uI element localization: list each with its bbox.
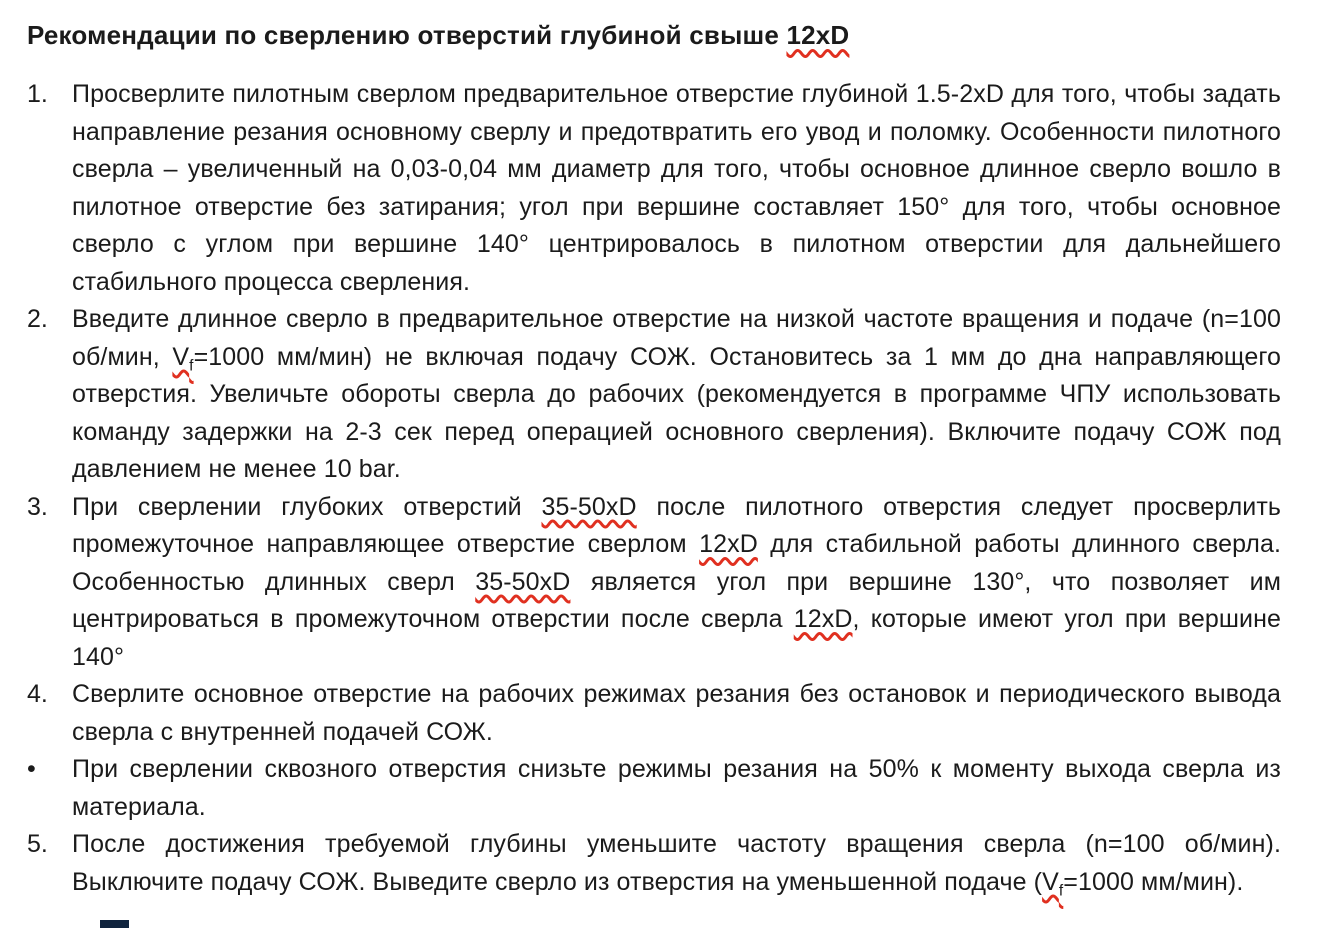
misspelled-word: f bbox=[189, 356, 194, 374]
text-run: После достижения требуемой глубины уменьшите частоту вращения сверла (n=100 об/мин). Выключите подачу СОЖ. Выведите сверло из отверстия на уменьшенной подаче ( bbox=[72, 830, 1281, 896]
misspelled-word: V bbox=[1042, 867, 1059, 896]
text-run: является угол при вершине 130°, что позволяет им центрироваться в промежуточном отверстии после сверла bbox=[72, 567, 1281, 633]
text-run: =1000 мм/мин). bbox=[1063, 867, 1244, 896]
list-item bbox=[27, 301, 1281, 489]
misspelled-word: 12xD bbox=[699, 530, 758, 558]
misspelled-word: f bbox=[1058, 881, 1064, 899]
list-marker: 2. bbox=[27, 305, 48, 333]
list-item-text bbox=[72, 301, 1281, 489]
list-item bbox=[27, 489, 1281, 677]
text-run: При сверлении глубоких отверстий bbox=[72, 492, 542, 521]
list-item-text bbox=[72, 676, 1281, 751]
misspelled-word: 35-50xD bbox=[541, 492, 637, 521]
text-run: Введите длинное сверло в предварительное отверстие на низкой частоте вращения и подаче (n=100 об/мин, bbox=[72, 305, 1281, 371]
list-item bbox=[27, 826, 1281, 901]
misspelled-word: V bbox=[172, 342, 190, 371]
recommendation-list bbox=[27, 76, 1281, 901]
text-run: после пилотного отверстия следует просверлить промежуточное направляющее отверстие сверлом bbox=[72, 492, 1281, 558]
text-run: =1000 мм/мин) не включая подачу СОЖ. Остановитесь за 1 мм до дна направляющего отверстия. Увеличьте обороты сверла до рабочих (рекомендуется в программе ЧПУ использовать команду задержки на 2-3 сек перед операцией основного сверления). Включите подачу СОЖ под давлением не менее 10 bar. bbox=[72, 342, 1281, 483]
list-item-text bbox=[72, 826, 1281, 901]
text-run: для стабильной работы длинного сверла. Особенностью длинных сверл bbox=[72, 530, 1282, 596]
list-item-text bbox=[72, 751, 1281, 826]
document-title bbox=[27, 18, 1281, 52]
list-item bbox=[27, 676, 1281, 751]
window-edge-artifact bbox=[100, 920, 129, 928]
text-run: Просверлите пилотным сверлом предварительное отверстие глубиной 1.5-2xD для того, чтобы задать направление резания основному сверлу и предотвратить его увод и поломку. Особенности пилотного сверла – увеличенный на 0,03-0,04 мм диаметр для того, чтобы основное длинное сверло вошло в пилотное отверстие без затирания; угол при вершине составляет 150° для того, чтобы основное сверло с углом при вершине 140° центрировалось в пилотном отверстии для дальнейшего стабильного процесса сверления. bbox=[72, 80, 1281, 296]
list-item-text bbox=[72, 489, 1281, 677]
text-run: Рекомендации по сверлению отверстий глубиной свыше bbox=[27, 20, 787, 50]
list-item bbox=[27, 751, 1281, 826]
text-run: При сверлении сквозного отверстия снизьте режимы резания на 50% к моменту выхода сверла из материала. bbox=[72, 755, 1281, 821]
text-run: , которые имеют угол при вершине 140° bbox=[72, 605, 1282, 671]
list-marker: 3. bbox=[27, 492, 48, 521]
list-marker: 1. bbox=[27, 80, 48, 108]
list-marker: 4. bbox=[27, 680, 48, 708]
misspelled-word: 12xD bbox=[786, 20, 850, 50]
list-marker: • bbox=[27, 755, 36, 783]
list-item-text bbox=[72, 76, 1281, 301]
list-marker: 5. bbox=[27, 830, 48, 858]
text-run: Сверлите основное отверстие на рабочих режимах резания без остановок и периодического вывода сверла с внутренней подачей СОЖ. bbox=[72, 680, 1281, 746]
list-item bbox=[27, 76, 1281, 301]
misspelled-word: 35-50xD bbox=[475, 567, 571, 596]
misspelled-word: 12xD bbox=[793, 605, 853, 633]
